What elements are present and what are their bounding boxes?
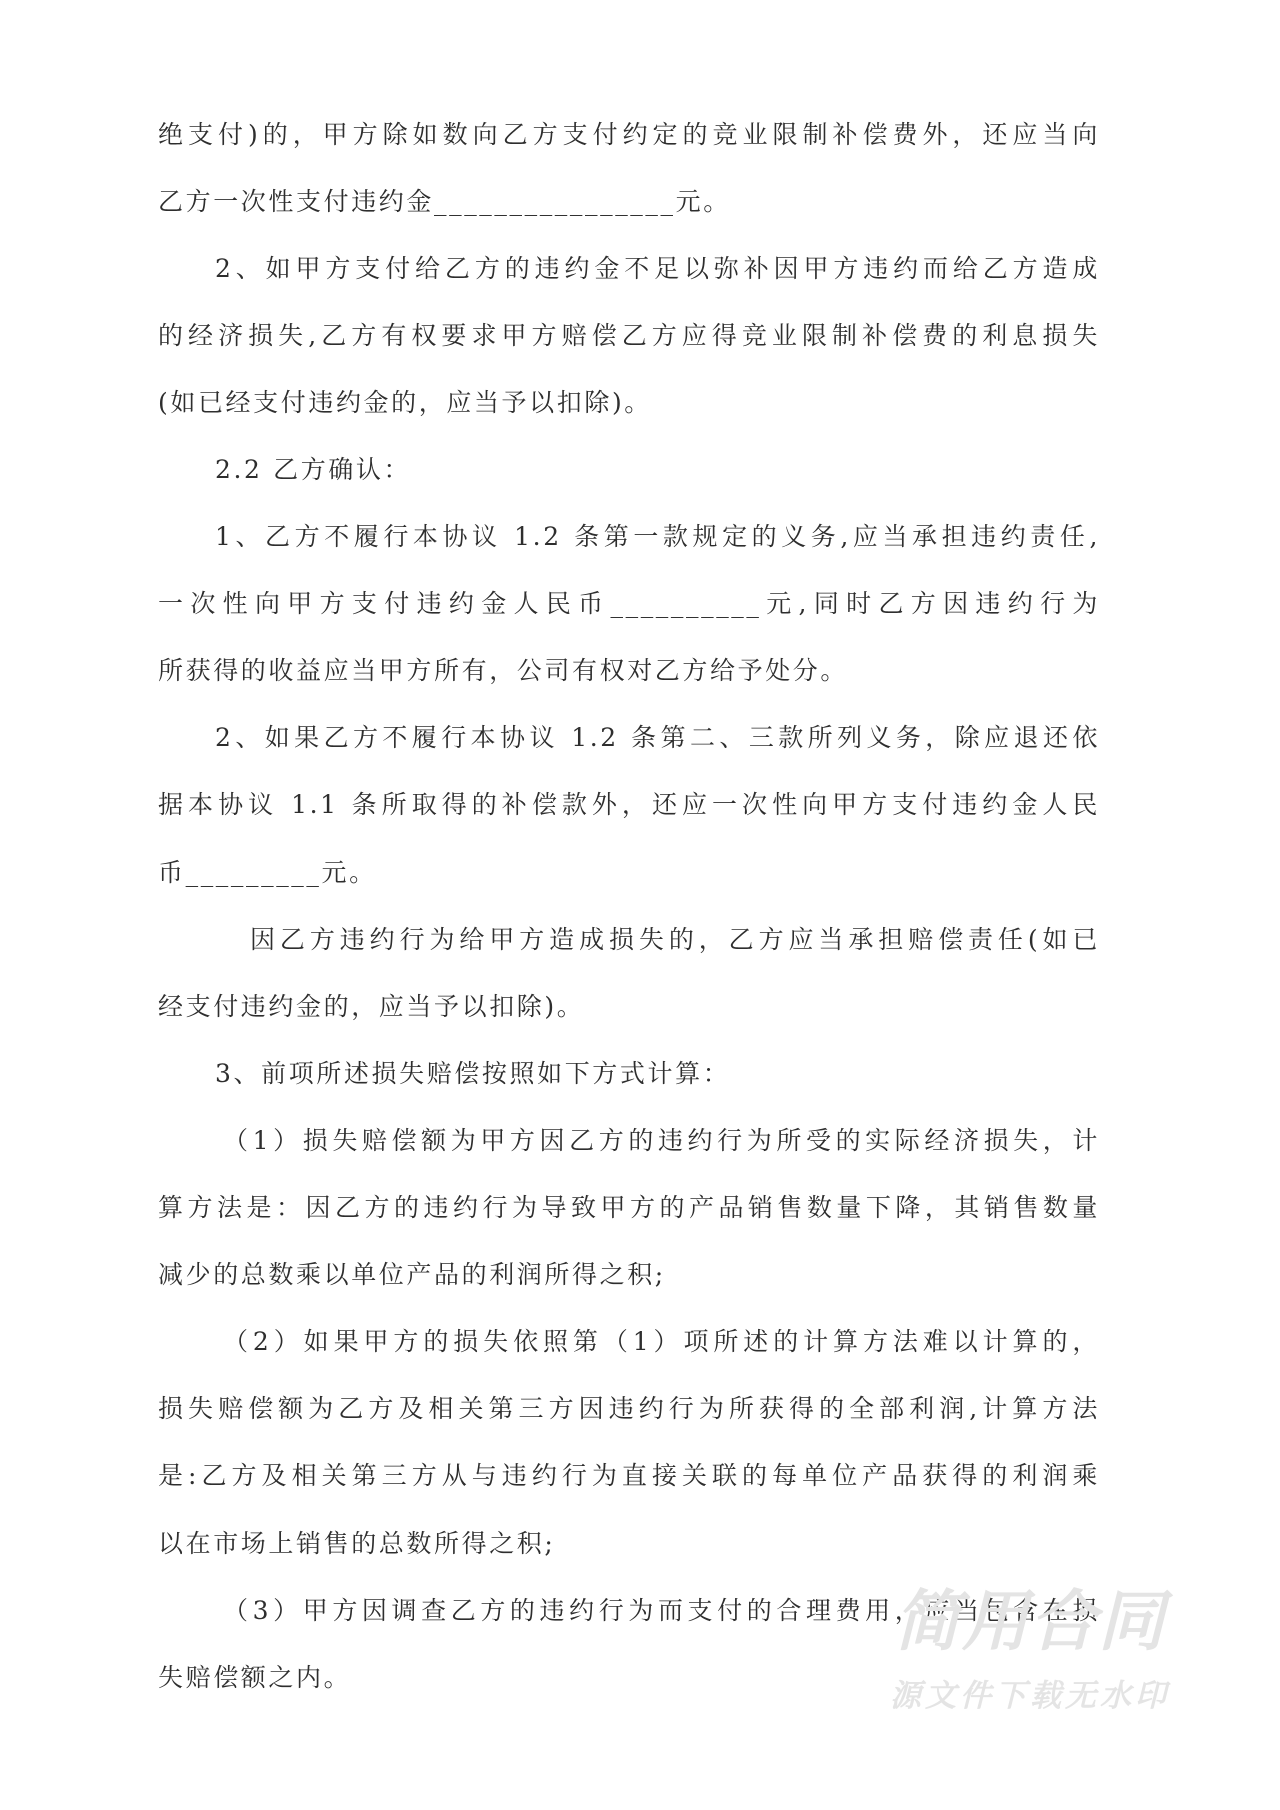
text-line: 所获得的收益应当甲方所有，公司有权对乙方给予处分。 — [158, 656, 849, 685]
text-line: 的经济损失,乙方有权要求甲方赔偿乙方应得竞业限制补偿费的利息损失 — [158, 321, 1100, 350]
text-line: （2）如果甲方的损失依照第（1）项所述的计算方法难以计算的， — [223, 1327, 1100, 1356]
text-line: 经支付违约金的，应当予以扣除)。 — [158, 992, 585, 1021]
text-line: （3）甲方因调查乙方的违约行为而支付的合理费用，应当包含在损 — [223, 1596, 1100, 1625]
watermark-subtitle: 源文件下载无水印 — [890, 1678, 1170, 1714]
text-line: 据本协议 1.1 条所取得的补偿款外，还应一次性向甲方支付违约金人民 — [158, 790, 1100, 819]
text-line: （1）损失赔偿额为甲方因乙方的违约行为所受的实际经济损失，计 — [223, 1126, 1100, 1155]
text-line: 2、如果乙方不履行本协议 1.2 条第二、三款所列义务，除应退还依 — [215, 723, 1100, 752]
section-heading: 2.2 乙方确认： — [215, 455, 412, 484]
text-line: 2、如甲方支付给乙方的违约金不足以弥补因甲方违约而给乙方造成 — [215, 254, 1100, 283]
watermark-logo: 简用合同 — [894, 1583, 1166, 1660]
text-line: 因乙方违约行为给甲方造成损失的，乙方应当承担赔偿责任(如已 — [250, 925, 1100, 954]
text-line: 一次性向甲方支付违约金人民币__________元,同时乙方因违约行为 — [158, 589, 1100, 618]
text-line: 乙方一次性支付违约金________________元。 — [158, 187, 731, 216]
text-line: 3、前项所述损失赔偿按照如下方式计算： — [215, 1059, 731, 1088]
text-line: 币_________元。 — [158, 858, 377, 887]
text-line: (如已经支付违约金的，应当予以扣除)。 — [158, 388, 652, 417]
text-line: 绝支付)的，甲方除如数向乙方支付约定的竞业限制补偿费外，还应当向 — [158, 120, 1100, 149]
text-line: 1、乙方不履行本协议 1.2 条第一款规定的义务,应当承担违约责任, — [215, 522, 1100, 551]
text-line: 以在市场上销售的总数所得之积; — [158, 1529, 556, 1558]
text-line: 失赔偿额之内。 — [158, 1663, 352, 1692]
text-line: 减少的总数乘以单位产品的利润所得之积; — [158, 1260, 666, 1289]
text-line: 是:乙方及相关第三方从与违约行为直接关联的每单位产品获得的利润乘 — [158, 1461, 1100, 1490]
text-line: 算方法是：因乙方的违约行为导致甲方的产品销售数量下降，其销售数量 — [158, 1193, 1100, 1222]
text-line: 损失赔偿额为乙方及相关第三方因违约行为所获得的全部利润,计算方法 — [158, 1394, 1100, 1423]
